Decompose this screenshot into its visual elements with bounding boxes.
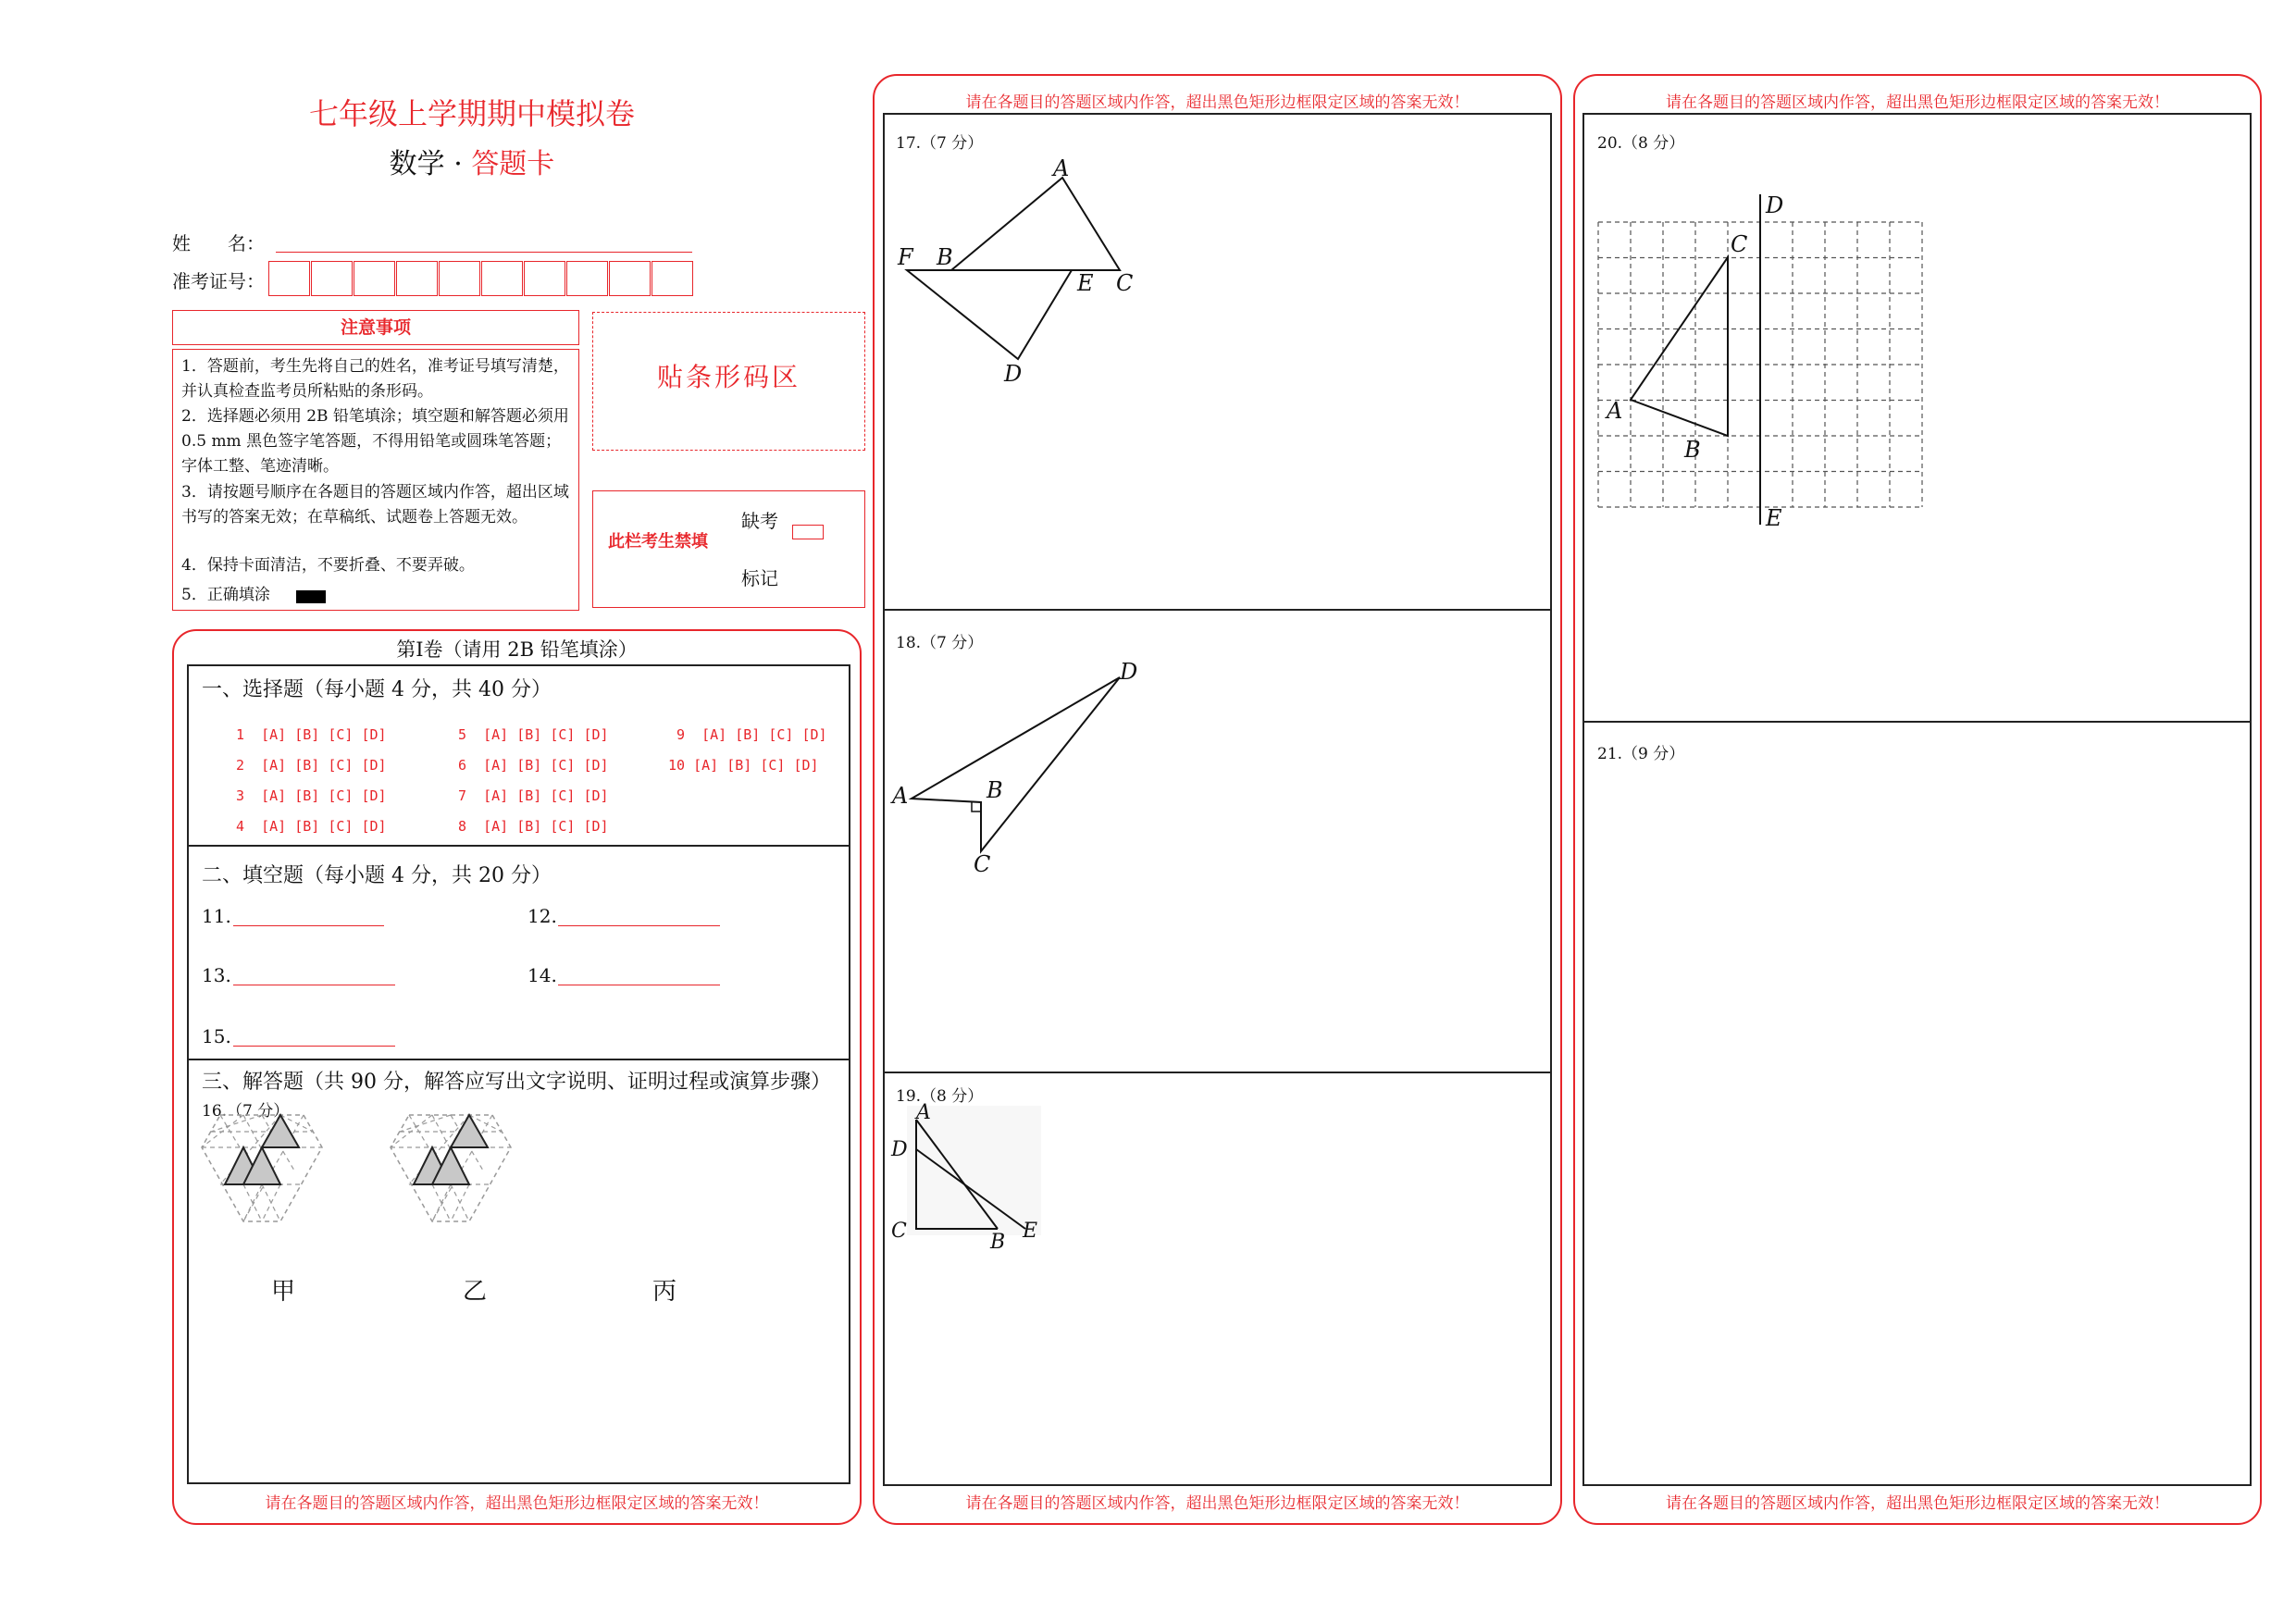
- pt-D: D: [1120, 659, 1138, 685]
- id-digit-box[interactable]: [609, 261, 651, 296]
- subtitle-dot: ·: [453, 148, 463, 180]
- fill-q12-label: 12.: [527, 905, 557, 927]
- q19-label: 19.（8 分）: [896, 1087, 984, 1106]
- part1-title: 第Ⅰ卷（请用 2B 铅笔填涂）: [396, 638, 638, 661]
- pt-B: B: [1684, 437, 1701, 463]
- id-digit-box[interactable]: [268, 261, 310, 296]
- bottom-warning-col1: 请在各题目的答题区域内作答，超出黑色矩形边框限定区域的答案无效！: [265, 1494, 769, 1513]
- id-digit-box[interactable]: [354, 261, 395, 296]
- mc-q6[interactable]: 6 [A] [B] [C] [D]: [458, 757, 609, 774]
- pt-E: E: [1023, 1220, 1038, 1243]
- pt-E: E: [1077, 270, 1094, 296]
- barcode-area: [592, 312, 865, 451]
- section3-title: 三、解答题（共 90 分，解答应写出文字说明、证明过程或演算步骤）: [202, 1071, 831, 1094]
- filled-sample-mark: [296, 590, 326, 603]
- q18-figure: [898, 666, 1138, 861]
- pt-C: C: [1116, 270, 1134, 296]
- card-subtitle: [278, 141, 666, 181]
- triangle-ABC: [1631, 257, 1728, 436]
- divider: [883, 1072, 1552, 1073]
- grid-jia: [202, 1115, 322, 1221]
- q16-label: 16.（7 分）: [202, 1102, 290, 1121]
- figure-line: [912, 677, 1120, 851]
- name-field[interactable]: [276, 252, 692, 253]
- id-digit-box[interactable]: [524, 261, 565, 296]
- notice-item-1: 1．答题前，考生先将自己的姓名，准考证号填写清楚，并认真检查监考员所粘贴的条形码。: [181, 357, 569, 401]
- pt-A: A: [1053, 155, 1070, 181]
- mc-q2[interactable]: 2 [A] [B] [C] [D]: [236, 757, 387, 774]
- exam-id-label: 准考证号：: [172, 270, 265, 292]
- q20-label: 20.（8 分）: [1597, 134, 1685, 153]
- mc-q5[interactable]: 5 [A] [B] [C] [D]: [458, 726, 609, 743]
- q17-label: 17.（7 分）: [896, 134, 984, 153]
- pt-B: B: [937, 244, 953, 270]
- notice-title: 注意事项: [340, 317, 411, 338]
- absent-checkbox[interactable]: [792, 525, 824, 539]
- exam-title: 七年级上学期期中模拟卷: [308, 96, 635, 131]
- figure-bg: [907, 1106, 1041, 1235]
- pt-D: D: [1004, 361, 1023, 387]
- bottom-warning-col3: 请在各题目的答题区域内作答，超出黑色矩形边框限定区域的答案无效！: [1666, 1494, 2169, 1513]
- pt-A: A: [916, 1101, 931, 1124]
- fill-q15-line[interactable]: [233, 1046, 395, 1047]
- fill-q11-line[interactable]: [233, 925, 384, 926]
- barcode-label: 贴条形码区: [656, 362, 800, 392]
- pt-F: F: [898, 244, 913, 270]
- notice-title-box: [172, 310, 579, 345]
- mc-q8[interactable]: 8 [A] [B] [C] [D]: [458, 818, 609, 835]
- notice-item-4: 4．保持卡面清洁，不要折叠、不要弄破。: [181, 556, 475, 575]
- divider: [883, 609, 1552, 611]
- fill-q11-label: 11.: [202, 905, 231, 927]
- pt-E: E: [1766, 505, 1782, 531]
- fill-q12-line[interactable]: [558, 925, 720, 926]
- id-digit-box[interactable]: [311, 261, 353, 296]
- subject-label: 数学: [389, 148, 445, 180]
- mc-q4[interactable]: 4 [A] [B] [C] [D]: [236, 818, 387, 835]
- q17-figure: [898, 162, 1138, 393]
- mc-q9[interactable]: 9 [A] [B] [C] [D]: [676, 726, 827, 743]
- grid-label-bing: 丙: [652, 1278, 677, 1306]
- top-warning-col2: 请在各题目的答题区域内作答，超出黑色矩形边框限定区域的答案无效！: [965, 93, 1470, 112]
- id-digit-box[interactable]: [652, 261, 693, 296]
- q18-label: 18.（7 分）: [896, 634, 984, 652]
- q16-triangle-grids: [185, 1110, 574, 1295]
- exam-id-boxes[interactable]: [268, 261, 693, 296]
- pt-A: A: [892, 783, 909, 809]
- pt-B: B: [987, 777, 1003, 803]
- mc-q3[interactable]: 3 [A] [B] [C] [D]: [236, 787, 387, 804]
- card-label: 答题卡: [471, 148, 555, 180]
- notice-item-5: 5．正确填涂: [181, 586, 270, 604]
- id-digit-box[interactable]: [481, 261, 523, 296]
- top-warning-col3: 请在各题目的答题区域内作答，超出黑色矩形边框限定区域的答案无效！: [1666, 93, 2169, 112]
- mc-q1[interactable]: 1 [A] [B] [C] [D]: [236, 726, 387, 743]
- divider: [187, 845, 850, 847]
- shaded-triangle: [451, 1115, 488, 1147]
- mc-q7[interactable]: 7 [A] [B] [C] [D]: [458, 787, 609, 804]
- pt-D: D: [1766, 192, 1784, 218]
- pt-A: A: [1607, 398, 1623, 424]
- shaded-triangle: [262, 1115, 299, 1147]
- divider: [187, 1059, 850, 1060]
- notice-item-2: 2．选择题必须用 2B 铅笔填涂；填空题和解答题必须用 0.5 mm 黑色签字笔答题，不得用铅笔或圆珠笔答题；字体工整、笔迹清晰。: [181, 407, 569, 476]
- grid-yi: [391, 1115, 511, 1221]
- absent-box: [592, 490, 865, 608]
- section1-title: 一、选择题（每小题 4 分，共 40 分）: [202, 678, 552, 701]
- mark-label: 标记: [741, 567, 778, 589]
- name-label: 姓 名：: [172, 232, 265, 254]
- fill-q14-label: 14.: [527, 964, 557, 986]
- pt-C: C: [1731, 231, 1748, 257]
- pt-D: D: [891, 1138, 908, 1161]
- section2-title: 二、填空题（每小题 4 分，共 20 分）: [202, 864, 552, 887]
- right-angle-mark: [972, 802, 981, 812]
- forbid-label: 此栏考生禁填: [608, 532, 708, 551]
- pt-C: C: [974, 851, 991, 877]
- mc-q10[interactable]: 10 [A] [B] [C] [D]: [668, 757, 819, 774]
- absent-label: 缺考: [741, 510, 778, 532]
- grid-label-yi: 乙: [463, 1278, 488, 1306]
- id-digit-box[interactable]: [439, 261, 480, 296]
- q20-grid-figure: [1592, 190, 1934, 537]
- fill-q13-label: 13.: [202, 964, 231, 986]
- fill-q15-label: 15.: [202, 1025, 231, 1047]
- pt-B: B: [990, 1231, 1006, 1254]
- pt-C: C: [891, 1220, 907, 1243]
- notice-item-3: 3．请按题号顺序在各题目的答题区域内作答，超出区域书写的答案无效；在草稿纸、试题卷上答题无效。: [181, 483, 569, 527]
- bottom-warning-col2: 请在各题目的答题区域内作答，超出黑色矩形边框限定区域的答案无效！: [965, 1494, 1470, 1513]
- q21-label: 21.（9 分）: [1597, 745, 1685, 763]
- grid-label-jia: 甲: [271, 1278, 296, 1306]
- id-digit-box[interactable]: [566, 261, 608, 296]
- divider: [1582, 721, 2252, 723]
- id-digit-box[interactable]: [396, 261, 438, 296]
